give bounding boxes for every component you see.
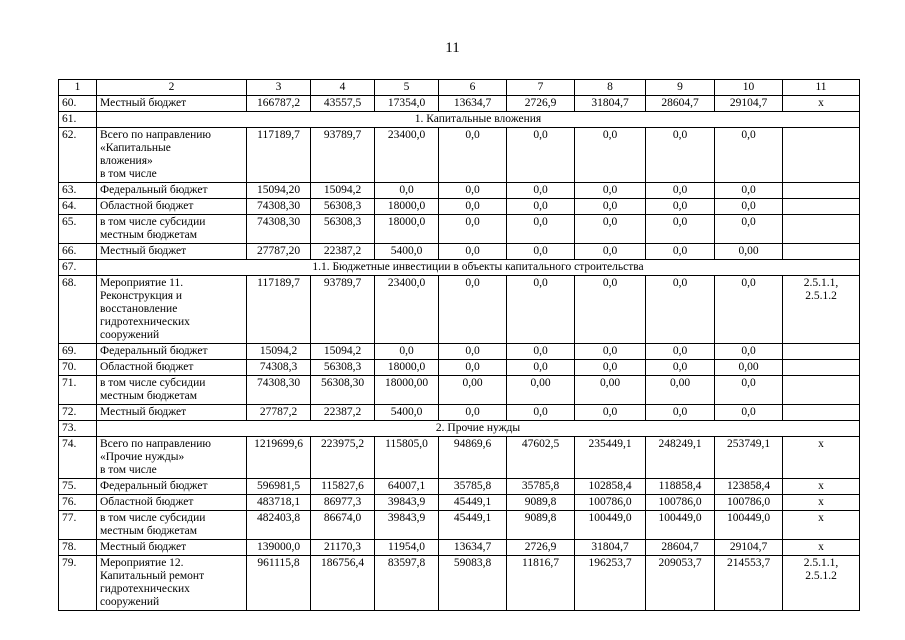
row-number: 71. [59,376,97,405]
row-label: в том числе субсидии местным бюджетам [97,376,247,405]
table-cell: 15094,2 [247,344,311,360]
table-cell: 0,0 [646,360,715,376]
table-cell: 22387,2 [311,405,375,421]
table-header-row [59,80,860,96]
table-cell: 0,0 [507,405,575,421]
table-cell: 56308,3 [311,199,375,215]
table-cell: 0,0 [646,244,715,260]
table-cell: 18000,0 [375,360,439,376]
table-cell: 74308,30 [247,215,311,244]
table-cell: 0,0 [715,344,783,360]
table-cell: 22387,2 [311,244,375,260]
table-cell: 29104,7 [715,540,783,556]
table-cell: 0,0 [646,199,715,215]
table-cell: 0,0 [439,183,507,199]
table-cell: 0,0 [575,183,646,199]
table-cell: 196253,7 [575,556,646,611]
table-cell: 28604,7 [646,540,715,556]
table-cell: 0,0 [439,344,507,360]
row-label: Всего по направлению «Капитальные вложения» в том числе [97,128,247,183]
table-cell [783,376,860,405]
row-label: Мероприятие 12. Капитальный ремонт гидротехнических сооружений [97,556,247,611]
column-header: 8 [575,80,646,96]
row-number: 60. [59,96,97,112]
table-cell: 0,0 [507,244,575,260]
table-cell: 86674,0 [311,511,375,540]
table-cell: 139000,0 [247,540,311,556]
table-cell: 0,0 [439,276,507,344]
table-cell: 18000,0 [375,199,439,215]
table-cell: 35785,8 [507,479,575,495]
table-cell: 0,0 [575,276,646,344]
table-cell: 23400,0 [375,128,439,183]
table-cell: 21170,3 [311,540,375,556]
table-cell: 0,0 [715,183,783,199]
table-cell: 0,0 [646,215,715,244]
table-cell [783,360,860,376]
table-cell: 118858,4 [646,479,715,495]
table-cell: 100449,0 [715,511,783,540]
table-cell: 2.5.1.1, 2.5.1.2 [783,276,860,344]
table-cell: 0,0 [375,344,439,360]
table-cell: 0,0 [575,360,646,376]
table-cell: 209053,7 [646,556,715,611]
table-cell: 0,0 [715,405,783,421]
table-row [59,344,860,360]
row-number: 79. [59,556,97,611]
table-cell: 0,0 [575,128,646,183]
table-cell: 0,0 [507,183,575,199]
table-cell: 0,0 [715,376,783,405]
column-header: 7 [507,80,575,96]
table-cell: 214553,7 [715,556,783,611]
table-cell: 0,0 [439,244,507,260]
table-cell: 166787,2 [247,96,311,112]
table-cell: 0,00 [646,376,715,405]
table-cell: х [783,479,860,495]
table-cell: 31804,7 [575,540,646,556]
row-label: в том числе субсидии местным бюджетам [97,215,247,244]
table-cell: 0,0 [715,199,783,215]
column-header: 10 [715,80,783,96]
table-cell: 0,0 [507,360,575,376]
table-cell: х [783,96,860,112]
table-cell: 59083,8 [439,556,507,611]
section-row [59,112,860,128]
row-number: 65. [59,215,97,244]
table-cell [783,183,860,199]
table-cell: 0,0 [375,183,439,199]
table-cell: 100786,0 [715,495,783,511]
table-cell: 0,00 [715,244,783,260]
row-number: 75. [59,479,97,495]
table-cell: 39843,9 [375,495,439,511]
row-number: 69. [59,344,97,360]
column-header: 9 [646,80,715,96]
row-number: 77. [59,511,97,540]
table-cell: 0,0 [439,199,507,215]
row-number: 68. [59,276,97,344]
table-cell: 0,0 [646,128,715,183]
row-label: Местный бюджет [97,96,247,112]
table-cell: 47602,5 [507,437,575,479]
table-cell: 9089,8 [507,511,575,540]
table-cell: 0,00 [715,360,783,376]
row-number: 63. [59,183,97,199]
table-cell: 2726,9 [507,540,575,556]
table-cell: 0,0 [507,215,575,244]
row-label: Областной бюджет [97,360,247,376]
column-header: 4 [311,80,375,96]
table-cell: х [783,495,860,511]
table-cell: 483718,1 [247,495,311,511]
table-cell: 74308,30 [247,199,311,215]
section-title: 1. Капитальные вложения [97,112,860,128]
table-cell: 115827,6 [311,479,375,495]
table-cell: 93789,7 [311,276,375,344]
row-label: Всего по направлению «Прочие нужды» в том числе [97,437,247,479]
table-cell: 1219699,6 [247,437,311,479]
table-cell: 0,0 [507,276,575,344]
table-cell [783,405,860,421]
column-header: 6 [439,80,507,96]
table-cell: 28604,7 [646,96,715,112]
table-cell: 0,0 [715,215,783,244]
table-cell: 102858,4 [575,479,646,495]
table-cell: 15094,20 [247,183,311,199]
table-cell: 74308,3 [247,360,311,376]
table-cell: 0,0 [439,360,507,376]
table-cell: х [783,540,860,556]
table-cell: 253749,1 [715,437,783,479]
row-label: Федеральный бюджет [97,479,247,495]
table-cell: 0,0 [715,276,783,344]
table-row [59,183,860,199]
section-row [59,260,860,276]
column-header: 3 [247,80,311,96]
table-row [59,376,860,405]
table-cell: 13634,7 [439,96,507,112]
table-cell: 0,0 [439,215,507,244]
table-cell: 0,0 [575,344,646,360]
table-cell: 248249,1 [646,437,715,479]
table-cell: 56308,3 [311,360,375,376]
table-row [59,96,860,112]
table-cell: 0,0 [575,199,646,215]
table-cell: 482403,8 [247,511,311,540]
table-cell: 117189,7 [247,128,311,183]
table-cell: 0,0 [575,405,646,421]
table-cell: 100786,0 [646,495,715,511]
row-number: 72. [59,405,97,421]
table-row [59,215,860,244]
row-number: 67. [59,260,97,276]
table-cell: 74308,30 [247,376,311,405]
row-label: Мероприятие 11. Реконструкция и восстановление гидротехнических сооружений [97,276,247,344]
table-cell: 29104,7 [715,96,783,112]
section-title: 1.1. Бюджетные инвестиции в объекты капитального строительства [97,260,860,276]
row-number: 73. [59,421,97,437]
table-row [59,244,860,260]
table-cell: 5400,0 [375,405,439,421]
row-label: Областной бюджет [97,199,247,215]
table-cell: 5400,0 [375,244,439,260]
table-row [59,276,860,344]
row-number: 76. [59,495,97,511]
table-cell: 56308,30 [311,376,375,405]
table-cell: 86977,3 [311,495,375,511]
table-row [59,199,860,215]
table-cell: 27787,20 [247,244,311,260]
table-cell: 0,0 [507,344,575,360]
table-cell: 0,0 [715,128,783,183]
row-number: 78. [59,540,97,556]
table-cell: 223975,2 [311,437,375,479]
section-title: 2. Прочие нужды [97,421,860,437]
table-cell: 18000,00 [375,376,439,405]
row-label: в том числе субсидии местным бюджетам [97,511,247,540]
table-cell: 39843,9 [375,511,439,540]
table-cell: 15094,2 [311,183,375,199]
table-cell: 100449,0 [575,511,646,540]
row-label: Местный бюджет [97,540,247,556]
row-label: Областной бюджет [97,495,247,511]
table-cell: 15094,2 [311,344,375,360]
table-cell: 100786,0 [575,495,646,511]
table-cell: 9089,8 [507,495,575,511]
page-number: 11 [445,40,460,56]
table-row [59,360,860,376]
table-cell: 123858,4 [715,479,783,495]
row-number: 66. [59,244,97,260]
table-cell: 17354,0 [375,96,439,112]
table-cell: 100449,0 [646,511,715,540]
row-number: 64. [59,199,97,215]
column-header: 2 [97,80,247,96]
section-row [59,421,860,437]
column-header: 11 [783,80,860,96]
table-row [59,540,860,556]
table-cell: х [783,511,860,540]
table-cell: 2726,9 [507,96,575,112]
table-cell: 0,0 [575,215,646,244]
table-cell: 35785,8 [439,479,507,495]
table-cell [783,128,860,183]
table-row [59,437,860,479]
table-cell: 23400,0 [375,276,439,344]
table-cell [783,215,860,244]
table-cell: 0,0 [439,405,507,421]
row-label: Федеральный бюджет [97,344,247,360]
row-number: 74. [59,437,97,479]
table-cell: 18000,0 [375,215,439,244]
table-cell: 43557,5 [311,96,375,112]
table-cell: 11816,7 [507,556,575,611]
table-cell: 31804,7 [575,96,646,112]
table-cell: 2.5.1.1, 2.5.1.2 [783,556,860,611]
table-cell: 94869,6 [439,437,507,479]
table-row [59,556,860,611]
table-cell: 83597,8 [375,556,439,611]
table-cell: 45449,1 [439,511,507,540]
table-cell: 27787,2 [247,405,311,421]
row-label: Местный бюджет [97,405,247,421]
budget-table [58,79,860,611]
table-cell: 0,0 [646,276,715,344]
table-cell: 13634,7 [439,540,507,556]
table-cell: 961115,8 [247,556,311,611]
table-cell: 0,0 [646,405,715,421]
table-cell: 0,0 [507,199,575,215]
table-cell: 0,0 [507,128,575,183]
row-label: Местный бюджет [97,244,247,260]
table-row [59,479,860,495]
table-cell: 186756,4 [311,556,375,611]
table-cell: 0,00 [575,376,646,405]
table-row [59,128,860,183]
table-cell: 0,0 [575,244,646,260]
table-cell: 11954,0 [375,540,439,556]
column-header: 1 [59,80,97,96]
row-number: 61. [59,112,97,128]
table-cell: 0,0 [439,128,507,183]
table-row [59,405,860,421]
row-number: 62. [59,128,97,183]
column-header: 5 [375,80,439,96]
table-cell: 45449,1 [439,495,507,511]
table-cell: 117189,7 [247,276,311,344]
table-cell: 0,00 [507,376,575,405]
table-cell: 596981,5 [247,479,311,495]
table-cell: 235449,1 [575,437,646,479]
table-row [59,511,860,540]
table-cell: 115805,0 [375,437,439,479]
table-cell [783,244,860,260]
table-cell [783,344,860,360]
row-label: Федеральный бюджет [97,183,247,199]
table-cell: 64007,1 [375,479,439,495]
table-row [59,495,860,511]
table-cell: 93789,7 [311,128,375,183]
table-cell [783,199,860,215]
table-cell: 0,0 [646,344,715,360]
table-cell: х [783,437,860,479]
table-cell: 56308,3 [311,215,375,244]
table-cell: 0,0 [646,183,715,199]
row-number: 70. [59,360,97,376]
table-cell: 0,00 [439,376,507,405]
